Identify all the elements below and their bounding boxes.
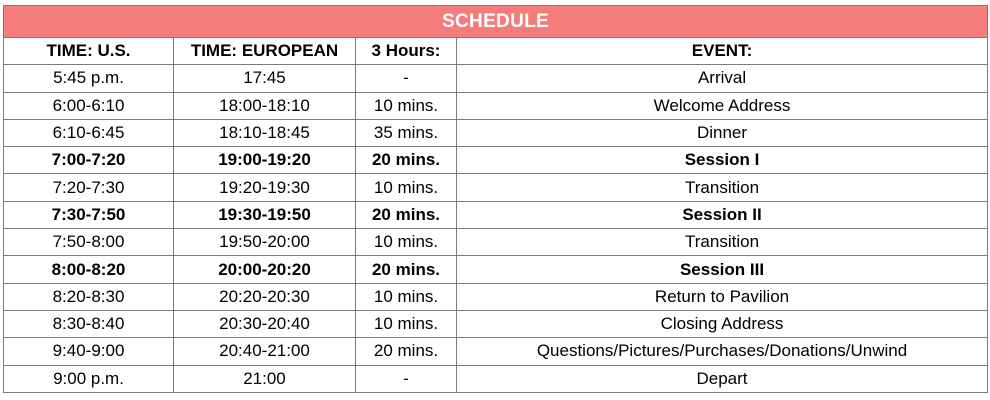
cell-duration: 35 mins. bbox=[356, 119, 457, 146]
cell-duration: 10 mins. bbox=[356, 283, 457, 310]
cell-time-european: 20:20-20:30 bbox=[174, 283, 356, 310]
cell-time-european: 21:00 bbox=[174, 365, 356, 392]
cell-event: Dinner bbox=[457, 119, 988, 146]
cell-time-us: 7:00-7:20 bbox=[4, 147, 174, 174]
cell-event: Depart bbox=[457, 365, 988, 392]
cell-time-us: 7:30-7:50 bbox=[4, 201, 174, 228]
cell-time-us: 7:50-8:00 bbox=[4, 229, 174, 256]
cell-time-european: 20:40-21:00 bbox=[174, 338, 356, 365]
schedule-title: SCHEDULE bbox=[4, 6, 988, 38]
cell-duration: 20 mins. bbox=[356, 256, 457, 283]
header-row bbox=[4, 38, 988, 65]
header-time-us: TIME: U.S. bbox=[4, 38, 174, 65]
cell-duration: 10 mins. bbox=[356, 310, 457, 337]
cell-time-us: 8:30-8:40 bbox=[4, 310, 174, 337]
cell-time-european: 19:50-20:00 bbox=[174, 229, 356, 256]
cell-duration: 10 mins. bbox=[356, 92, 457, 119]
cell-event: Session III bbox=[457, 256, 988, 283]
schedule-table bbox=[3, 5, 988, 393]
table-row bbox=[4, 174, 988, 201]
cell-duration: - bbox=[356, 65, 457, 92]
cell-time-us: 6:00-6:10 bbox=[4, 92, 174, 119]
table-row bbox=[4, 283, 988, 310]
cell-time-european: 20:00-20:20 bbox=[174, 256, 356, 283]
cell-time-european: 18:10-18:45 bbox=[174, 119, 356, 146]
cell-time-us: 8:20-8:30 bbox=[4, 283, 174, 310]
cell-time-european: 19:00-19:20 bbox=[174, 147, 356, 174]
cell-time-us: 8:00-8:20 bbox=[4, 256, 174, 283]
header-time-european: TIME: EUROPEAN bbox=[174, 38, 356, 65]
table-row bbox=[4, 338, 988, 365]
cell-time-us: 9:40-9:00 bbox=[4, 338, 174, 365]
cell-time-european: 19:20-19:30 bbox=[174, 174, 356, 201]
cell-duration: - bbox=[356, 365, 457, 392]
cell-event: Closing Address bbox=[457, 310, 988, 337]
cell-event: Session II bbox=[457, 201, 988, 228]
cell-event: Questions/Pictures/Purchases/Donations/Unwind bbox=[457, 338, 988, 365]
cell-duration: 20 mins. bbox=[356, 201, 457, 228]
cell-event: Transition bbox=[457, 229, 988, 256]
schedule-sheet bbox=[3, 5, 987, 393]
cell-duration: 10 mins. bbox=[356, 229, 457, 256]
header-duration: 3 Hours: bbox=[356, 38, 457, 65]
cell-time-us: 9:00 p.m. bbox=[4, 365, 174, 392]
cell-event: Transition bbox=[457, 174, 988, 201]
cell-event: Return to Pavilion bbox=[457, 283, 988, 310]
table-row bbox=[4, 147, 988, 174]
header-event: EVENT: bbox=[457, 38, 988, 65]
table-row bbox=[4, 310, 988, 337]
table-row bbox=[4, 365, 988, 392]
cell-duration: 20 mins. bbox=[356, 338, 457, 365]
table-row bbox=[4, 119, 988, 146]
cell-duration: 10 mins. bbox=[356, 174, 457, 201]
title-row bbox=[4, 6, 988, 38]
cell-time-us: 6:10-6:45 bbox=[4, 119, 174, 146]
cell-time-european: 20:30-20:40 bbox=[174, 310, 356, 337]
cell-event: Welcome Address bbox=[457, 92, 988, 119]
cell-time-european: 17:45 bbox=[174, 65, 356, 92]
cell-time-us: 7:20-7:30 bbox=[4, 174, 174, 201]
cell-event: Arrival bbox=[457, 65, 988, 92]
cell-duration: 20 mins. bbox=[356, 147, 457, 174]
cell-time-us: 5:45 p.m. bbox=[4, 65, 174, 92]
table-row bbox=[4, 65, 988, 92]
table-row bbox=[4, 92, 988, 119]
table-row bbox=[4, 201, 988, 228]
cell-time-european: 18:00-18:10 bbox=[174, 92, 356, 119]
table-row bbox=[4, 229, 988, 256]
table-row bbox=[4, 256, 988, 283]
cell-time-european: 19:30-19:50 bbox=[174, 201, 356, 228]
cell-event: Session I bbox=[457, 147, 988, 174]
